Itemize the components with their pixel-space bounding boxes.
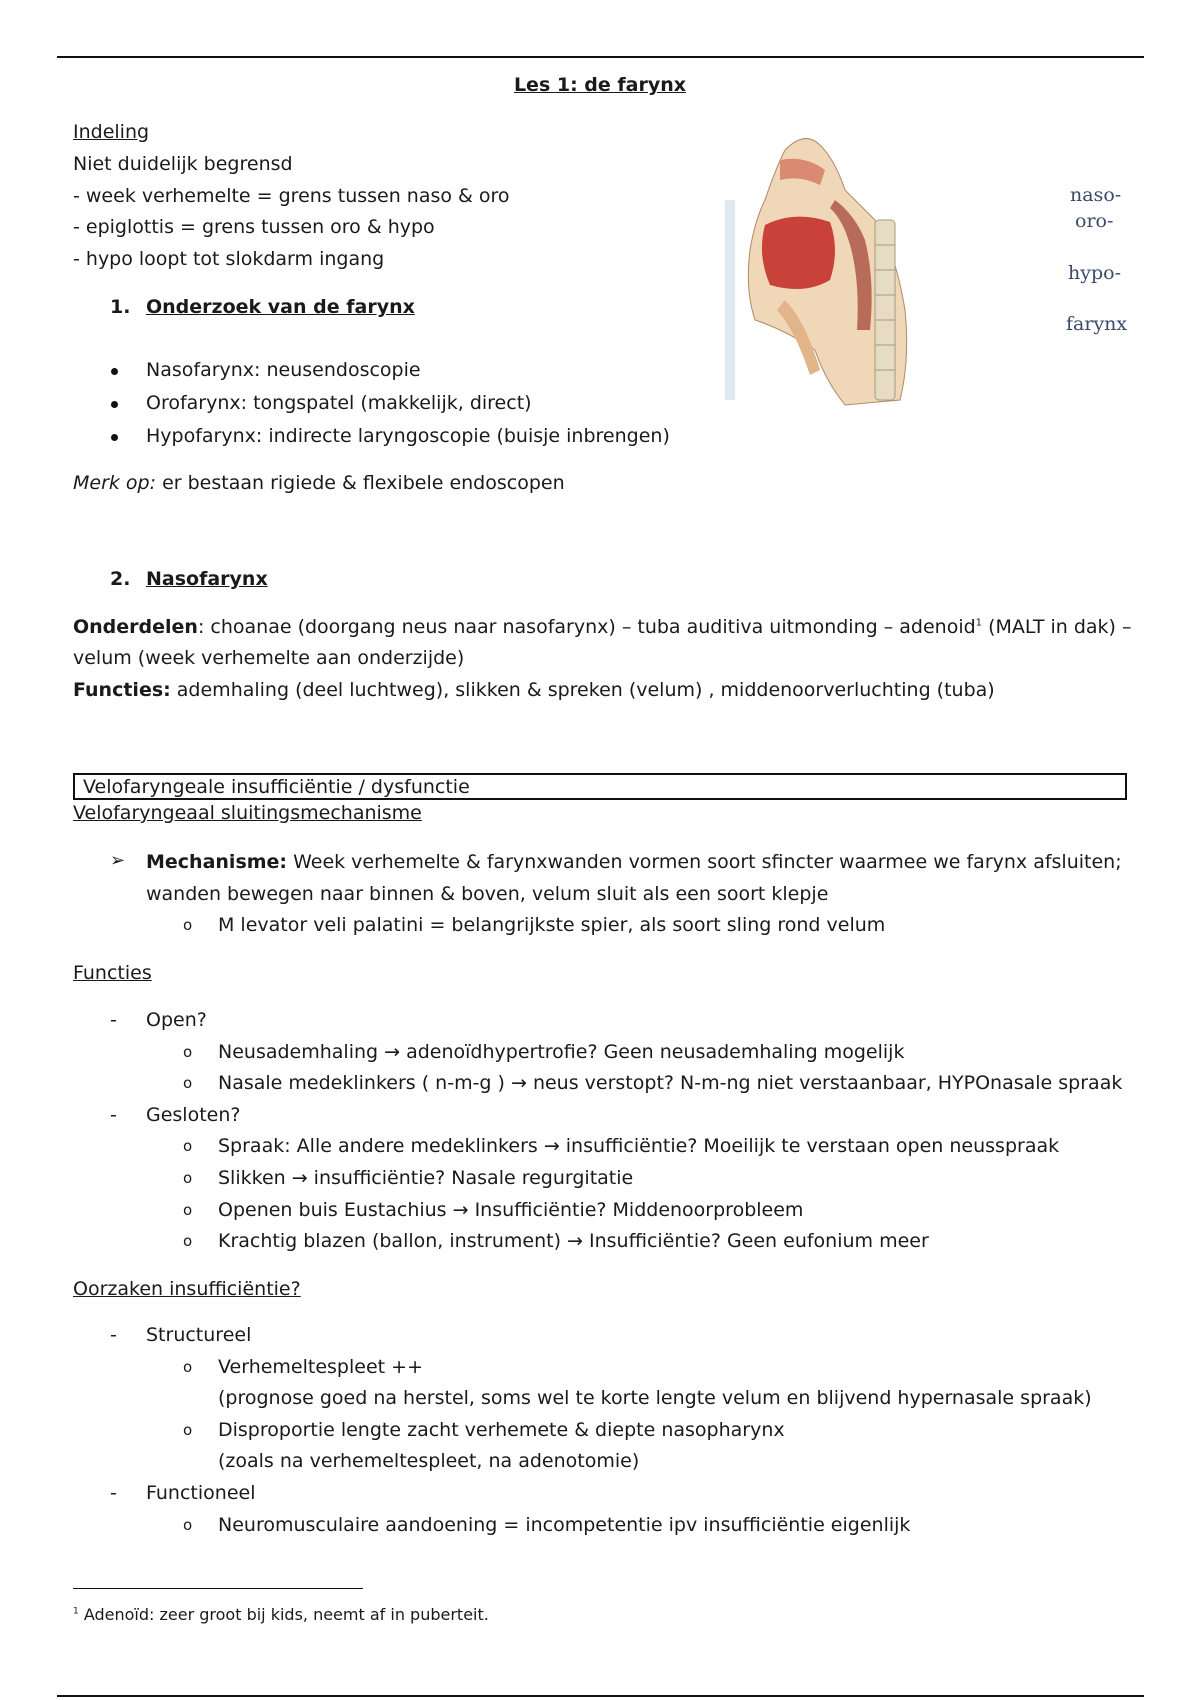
section-number: 1. xyxy=(110,296,131,318)
figure-label-farynx: farynx xyxy=(1066,313,1128,335)
circle-bullet-icon: o xyxy=(183,916,193,934)
dash-bullet: - xyxy=(110,1324,117,1346)
functies-label: Functies: xyxy=(73,679,171,701)
list-item-detail: (zoals na verhemeltespleet, na adenotomie) xyxy=(218,1450,640,1472)
circle-bullet-icon: o xyxy=(183,1074,193,1092)
bullet-dot xyxy=(111,434,118,441)
mechanisme-sub: M levator veli palatini = belangrijkste spier, als soort sling rond velum xyxy=(218,914,886,936)
arrow-bullet-icon: ➢ xyxy=(110,850,126,871)
mechanisme-text: Week verhemelte & farynxwanden vormen soort sfincter waarmee we farynx afsluiten; xyxy=(287,851,1122,873)
bullet-dot xyxy=(111,368,118,375)
note-text: er bestaan rigiede & flexibele endoscopen xyxy=(156,472,565,494)
figure-label-hypo: hypo- xyxy=(1068,262,1121,284)
list-item: Krachtig blazen (ballon, instrument) → Insufficiëntie? Geen eufonium meer xyxy=(218,1230,929,1252)
list-item: Openen buis Eustachius → Insufficiëntie? Middenoorprobleem xyxy=(218,1199,804,1221)
list-item: Slikken → insufficiëntie? Nasale regurgitatie xyxy=(218,1167,634,1189)
figure-label-naso: naso- xyxy=(1070,184,1122,206)
list-item: Verhemeltespleet ++ xyxy=(218,1356,423,1378)
functioneel-label: Functioneel xyxy=(146,1482,256,1504)
onderdelen-text-2: (MALT in dak) – xyxy=(982,616,1132,638)
onderdelen-line-2: velum (week verhemelte aan onderzijde) xyxy=(73,647,465,669)
indeling-line: Niet duidelijk begrensd xyxy=(73,153,293,175)
indeling-line: - week verhemelte = grens tussen naso & oro xyxy=(73,185,510,207)
bullet-item: Hypofarynx: indirecte laryngoscopie (buisje inbrengen) xyxy=(146,425,670,447)
pharynx-anatomy-image xyxy=(725,130,925,410)
section-heading: Onderzoek van de farynx xyxy=(146,296,415,318)
footnote xyxy=(73,1605,489,1624)
section-heading: Nasofarynx xyxy=(146,568,268,590)
list-item: Nasale medeklinkers ( n-m-g ) → neus verstopt? N-m-ng niet verstaanbaar, HYPOnasale spraak xyxy=(218,1072,1123,1094)
bottom-rule xyxy=(57,1695,1144,1697)
list-item: Spraak: Alle andere medeklinkers → insufficiëntie? Moeilijk te verstaan open neusspraak xyxy=(218,1135,1060,1157)
dash-bullet: - xyxy=(110,1104,117,1126)
list-item: Neuromusculaire aandoening = incompetentie ipv insufficiëntie eigenlijk xyxy=(218,1514,911,1536)
circle-bullet-icon: o xyxy=(183,1137,193,1155)
top-rule xyxy=(57,56,1144,58)
gesloten-label: Gesloten? xyxy=(146,1104,241,1126)
footnote-separator xyxy=(73,1588,363,1589)
circle-bullet-icon: o xyxy=(183,1421,193,1439)
mechanisme-line-2: wanden bewegen naar binnen & boven, velum sluit als een soort klepje xyxy=(146,883,829,905)
footnote-text: Adenoïd: zeer groot bij kids, neemt af in puberteit. xyxy=(78,1605,489,1624)
section-number: 2. xyxy=(110,568,131,590)
onderdelen-text: : choanae (doorgang neus naar nasofarynx) – tuba auditiva uitmonding – adenoid xyxy=(197,616,976,638)
note-label: Merk op: xyxy=(73,472,157,494)
circle-bullet-icon: o xyxy=(183,1232,193,1250)
onderdelen-label: Onderdelen xyxy=(73,616,198,638)
mechanisme-label: Mechanisme: xyxy=(146,851,288,873)
note-line xyxy=(73,472,565,494)
indeling-line: - hypo loopt tot slokdarm ingang xyxy=(73,248,385,270)
velo-subheading: Velofaryngeaal sluitingsmechanisme xyxy=(73,802,422,824)
page-title: Les 1: de farynx xyxy=(513,74,687,96)
footnote-ref[interactable]: 1 xyxy=(975,617,983,629)
list-item: Disproportie lengte zacht verhemete & diepte nasopharynx xyxy=(218,1419,785,1441)
circle-bullet-icon: o xyxy=(183,1516,193,1534)
dash-bullet: - xyxy=(110,1482,117,1504)
list-item-detail: (prognose goed na herstel, soms wel te korte lengte velum en blijvend hypernasale spraak) xyxy=(218,1387,1092,1409)
functies-heading: Functies xyxy=(73,962,152,984)
circle-bullet-icon: o xyxy=(183,1043,193,1061)
functies-text: ademhaling (deel luchtweg), slikken & spreken (velum) , middenoorverluchting (tuba) xyxy=(170,679,995,701)
bullet-dot xyxy=(111,401,118,408)
mechanisme-line xyxy=(146,851,1122,873)
circle-bullet-icon: o xyxy=(183,1201,193,1219)
structureel-label: Structureel xyxy=(146,1324,252,1346)
circle-bullet-icon: o xyxy=(183,1169,193,1187)
oorzaken-heading: Oorzaken insufficiëntie? xyxy=(73,1278,301,1300)
circle-bullet-icon: o xyxy=(183,1358,193,1376)
indeling-line: - epiglottis = grens tussen oro & hypo xyxy=(73,216,435,238)
functies-line xyxy=(73,679,995,701)
bullet-item: Nasofarynx: neusendoscopie xyxy=(146,359,421,381)
bullet-item: Orofarynx: tongspatel (makkelijk, direct) xyxy=(146,392,532,414)
indeling-heading: Indeling xyxy=(73,121,150,143)
box-title: Velofaryngeale insufficiëntie / dysfunctie xyxy=(83,776,470,798)
figure-label-oro: oro- xyxy=(1075,210,1114,232)
open-label: Open? xyxy=(146,1009,207,1031)
footnote-mark: 1 xyxy=(73,1606,79,1617)
list-item: Neusademhaling → adenoïdhypertrofie? Geen neusademhaling mogelijk xyxy=(218,1041,905,1063)
onderdelen-line xyxy=(73,616,1132,638)
dash-bullet: - xyxy=(110,1009,117,1031)
